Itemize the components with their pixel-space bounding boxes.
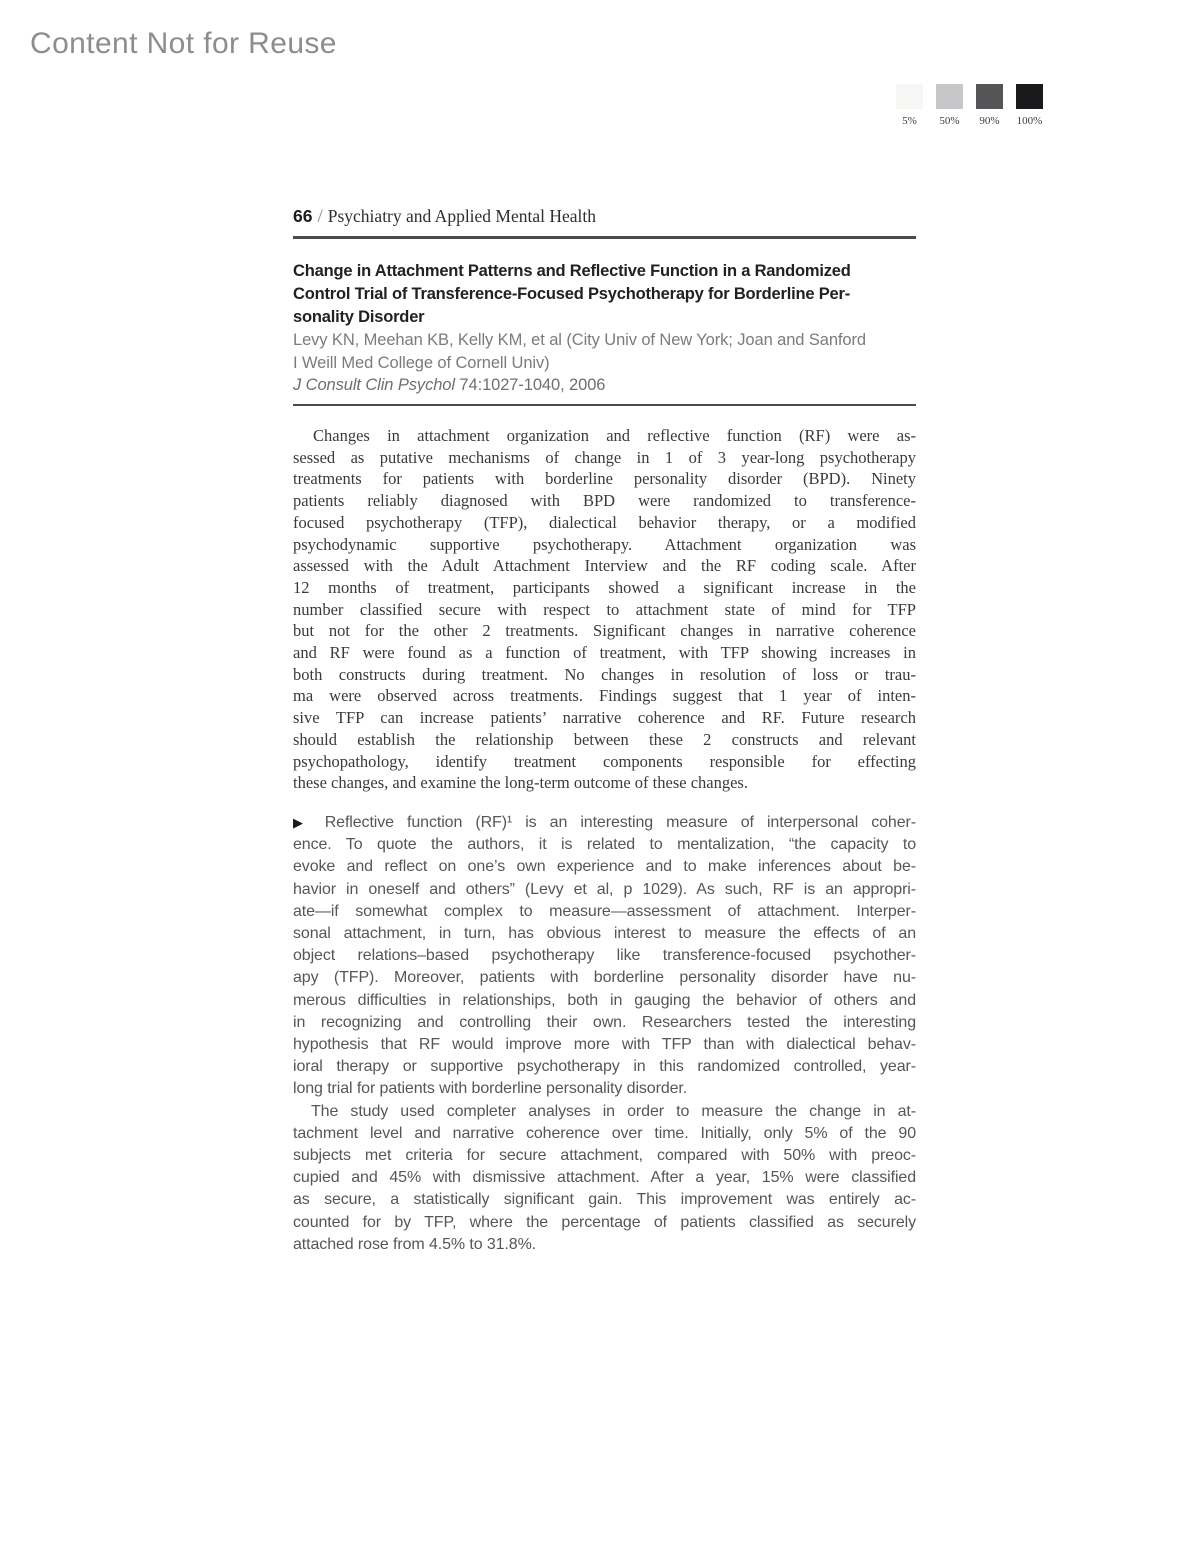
text-line: sonal attachment, in turn, has obvious interest to measure the effects of an [293, 925, 916, 943]
article-title [293, 260, 916, 329]
text-line: 12 months of treatment, participants showed a significant increase in the [293, 577, 916, 597]
header-rule [293, 236, 916, 239]
calibration-swatch [976, 84, 1003, 127]
text-line: ence. To quote the authors, it is related to mentalization, “the capacity to [293, 836, 916, 854]
article-heading-block [293, 260, 916, 397]
text-line: apy (TFP). Moreover, patients with borderline personality disorder have nu- [293, 969, 916, 987]
commentary-first-line [293, 812, 916, 834]
text-line: focused psychotherapy (TFP), dialectical behavior therapy, or a modified [293, 512, 916, 532]
calibration-swatch [936, 84, 963, 127]
text-line: I Weill Med College of Cornell Univ) [293, 353, 550, 372]
running-header [293, 206, 916, 228]
text-line: patients reliably diagnosed with BPD were randomized to transference- [293, 491, 916, 511]
text-line: merous difficulties in relationships, both in gauging the behavior of others and [293, 991, 916, 1009]
swatch-label: 5% [902, 115, 917, 127]
commentary-block [293, 812, 916, 1256]
text-line: ma were observed across treatments. Findings suggest that 1 year of inten- [293, 686, 916, 706]
title-rule [293, 404, 916, 406]
swatch-label: 100% [1016, 115, 1043, 127]
text-line: assessed with the Adult Attachment Interview and the RF coding scale. After [293, 556, 916, 576]
page-number: 66 [293, 206, 313, 226]
text-line: counted for by TFP, where the percentage of patients classified as securely [293, 1213, 916, 1231]
header-separator: / [317, 206, 323, 227]
text-line: and RF were found as a function of treatment, with TFP showing increases in [293, 643, 916, 663]
text-line: these changes, and examine the long-term outcome of these changes. [293, 773, 748, 793]
text-line: number classified secure with respect to attachment state of mind for TFP [293, 599, 916, 619]
text-line: treatments for patients with borderline personality disorder (BPD). Ninety [293, 469, 916, 489]
swatch-color-box [976, 84, 1003, 109]
text-line: ioral therapy or supportive psychotherapy in this randomized controlled, year- [293, 1058, 916, 1076]
text-line: long trial for patients with borderline personality disorder. [293, 1080, 688, 1098]
text-line: in recognizing and controlling their own. Researchers tested the interesting [293, 1013, 916, 1031]
swatch-color-box [936, 84, 963, 109]
swatch-label: 90% [979, 115, 1000, 127]
calibration-swatch [1016, 84, 1043, 127]
text-line: subjects met criteria for secure attachment, compared with 50% with preoc- [293, 1147, 916, 1165]
text-line: evoke and reflect on one’s own experience and to make inferences about be- [293, 858, 916, 876]
text-line: but not for the other 2 treatments. Significant changes in narrative coherence [293, 621, 916, 641]
text-line: sonality Disorder [293, 308, 425, 326]
text-line: should establish the relationship between these 2 constructs and relevant [293, 729, 916, 749]
text-line: cupied and 45% with dismissive attachment. After a year, 15% were classified [293, 1169, 916, 1187]
text-line: Change in Attachment Patterns and Reflective Function in a Randomized [293, 262, 851, 280]
text-line: sive TFP can increase patients’ narrative coherence and RF. Future research [293, 708, 916, 728]
text-line: Levy KN, Meehan KB, Kelly KM, et al (City Univ of New York; Joan and Sanford [293, 331, 866, 349]
calibration-strip [896, 84, 1043, 127]
text-line: Changes in attachment organization and reflective function (RF) were as- [313, 426, 916, 445]
calibration-swatch [896, 84, 923, 127]
text-line: Control Trial of Transference-Focused Psychotherapy for Borderline Per- [293, 285, 851, 303]
text-line: The study used completer analyses in order to measure the change in at- [311, 1102, 916, 1120]
journal-reference [293, 374, 916, 397]
journal-citation: 74:1027-1040, 2006 [454, 376, 606, 395]
commentary-paragraph-2 [293, 1101, 916, 1256]
text-line: both constructs during treatment. No changes in resolution of loss or trau- [293, 664, 916, 684]
commentary-paragraph-1 [293, 834, 916, 1100]
text-line: attached rose from 4.5% to 31.8%. [293, 1235, 537, 1253]
text-line: hypothesis that RF would improve more with TFP than with dialectical behav- [293, 1036, 916, 1054]
journal-name: J Consult Clin Psychol [293, 376, 455, 395]
pointer-triangle-icon: ▶ [293, 815, 312, 830]
text-line: psychopathology, identify treatment components responsible for effecting [293, 751, 916, 771]
text-line: havior in oneself and others” (Levy et al, p 1029). As such, RF is an appropri- [293, 880, 916, 898]
text-line: sessed as putative mechanisms of change in 1 of 3 year-long psychotherapy [293, 447, 916, 467]
swatch-color-box [1016, 84, 1043, 109]
section-title: Psychiatry and Applied Mental Health [327, 206, 597, 226]
watermark-text: Content Not for Reuse [30, 27, 337, 60]
abstract-text [293, 425, 916, 794]
text-line: object relations–based psychotherapy like transference-focused psychother- [293, 947, 916, 965]
text-line: ate—if somewhat complex to measure—assessment of attachment. Interper- [293, 902, 916, 920]
text-line: psychodynamic supportive psychotherapy. Attachment organization was [293, 534, 916, 554]
text-line: tachment level and narrative coherence over time. Initially, only 5% of the 90 [293, 1124, 916, 1142]
commentary-first-text: Reflective function (RF)¹ is an interesting measure of interpersonal coher- [324, 814, 916, 831]
text-line: as secure, a statistically significant gain. This improvement was entirely ac- [293, 1191, 916, 1209]
swatch-label: 50% [939, 115, 960, 127]
article-authors [293, 329, 916, 374]
swatch-color-box [896, 84, 923, 109]
